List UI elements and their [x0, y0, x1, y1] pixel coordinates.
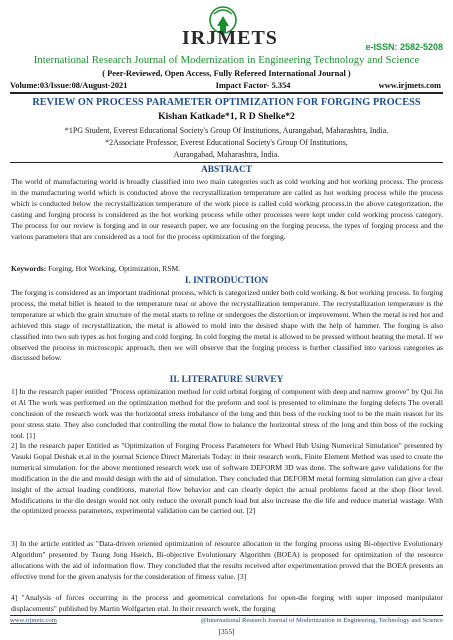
website: www.irjmets.com [378, 81, 441, 90]
header-divider [10, 92, 443, 94]
issn: e-ISSN: 2582-5208 [365, 42, 443, 52]
abstract-text: The world of manufacturing world is broadly classified into two main categories such as cold working and hot working process. The process in the manufacturing world which is conducted above the recrystallization temperature are called as hot working process while the process which is conducted below the recrystallization temperature of the work piece is called cold working process.in the above categorization, the casting and forging process is considered as the hot working process while other processes were kept under cold working process category. The process for our review is forging and in our research paper, we are focusing on the forging process, the types of forging process and the various parameters that are considered as a tool for the process optimization of the forging. [11, 177, 443, 241]
affiliation-2-location: Aurangabad, Maharashtra, India. [173, 150, 280, 159]
logo-text: IRJMETS [182, 27, 278, 49]
peer-review-note: ( Peer-Reviewed, Open Access, Fully Refereed International Journal ) [102, 69, 351, 78]
keywords [11, 264, 443, 273]
literature-item-4: 4] "Analysis of forces occurring in the process and geometrical correlations for open-die forging with super imposed manipulator displacements" published by Martin Wolfgarten etal. In their research work, the forging [11, 593, 443, 613]
literature-item-3: 3] In the article entitled as "Data-driven oriented optimization of resource allocation in the forging process using Bi-objective Evolutionary Algorithm" presented by Tsung Jung Hseich, Bi-objective Evolutionary Algorithm (BOEA) is proposed for optimization of the resource allocations with the aid of information flow. They concluded that the results received after experimentation proved that the BOEA presents an effective trend for the given analysis for the consideration of fitness value. [3] [11, 539, 443, 581]
authors: Kishan Katkade*1, R D Shelke*2 [158, 111, 295, 122]
footer-url-link[interactable]: www.irjmets.com [10, 617, 57, 624]
footer-copyright: @International Research Journal of Modernization in Engineering, Technology and Science [200, 617, 443, 624]
abstract-divider [10, 162, 443, 163]
paper-title: REVIEW ON PROCESS PARAMETER OPTIMIZATION FOR FORGING PROCESS [32, 97, 421, 108]
footer [10, 617, 443, 624]
literature-item-2: 2] In the research paper Entitled as "Optimization of Forging Process Parameters for Wheel Hub Using Numerical Simulation" presented by Vasuki Gopal Deshak et.al in the journal Science Direct Materials Today: in their research work, Finite Element Method was used to create the numerical simulation. for the above mentioned research work use of software DEFORM 3D was done. The software gave validations for the modification in the die and mould design with the aid of simulation. They concluded that DEFORM metal forming simulation can give a clear insight of the actual loading conditions, material flow behavior and can clearly depict the actual problems faced at the shop floor level. Modifications in the die design would not only reduce the overall punch load but also increase the die life and reduce material wastage. With the optimized process parameters, experimental validation can be carried out. [2] [11, 441, 443, 516]
footer-divider [10, 615, 443, 616]
volume-row [10, 81, 441, 90]
introduction-text: The forging is considered as an important traditional process, which is categorized under both cold working, & hot working process. In forging process, the metal billet is heated to the temperature near or above the recrystallization temperature. The recrystallization temperature is the temperature at which the grain structure of the metal starts to refine or undergoes the distortion or improvement. When the metal is red hot and achieved this stage of recrystallization, the metal is allowed to mold into the desired shape with the help of hammer. The forging is also classified into two sub types as hot forging and cold forging. In cold forging the metal is allowed to be pressed without heating the metal. If we observed the process in microscopic approach, then we will observe that the forging process is further classified into various categories as discussed below. [11, 288, 443, 363]
literature-survey-heading: II. LITERATURE SURVEY [169, 375, 284, 385]
logo-emblem-icon [178, 4, 278, 50]
literature-item-1: 1] In the research paper entitled "Process optimization method for cold orbital forging of component with deep and narrow groove" by Qui Jin et Al The work was performed on the optimization method for the preform and tool is presented to eliminate the forging defects The overall conclusion of the research work was the horizontal stress imbalance of the long and thin boss of the rocking tool to be the main reason for its poor stress state. They also concluded that controlling the metal flow to balance the horizontal stress of the long and thin boss of the rocking tool. [1] [11, 387, 443, 440]
journal-name: International Research Journal of Modernization in Engineering Technology and Science [33, 55, 420, 66]
abstract-heading: ABSTRACT [200, 165, 253, 175]
affiliation-1: *1PG Student, Everest Educational Society's Group Of Institutions, Aurangabad, Maharashtra, India. [64, 126, 389, 135]
keywords-list: Forging, Hot Working, Optimization, RSM. [46, 264, 181, 273]
journal-logo [178, 4, 278, 50]
introduction-heading: I. INTRODUCTION [184, 276, 269, 286]
impact-factor: Impact Factor- 5.354 [215, 81, 291, 90]
keywords-label: Keywords: [11, 264, 47, 273]
volume-issue: Volume:03/Issue:08/August-2021 [10, 81, 128, 90]
page-number: [355] [218, 627, 235, 636]
affiliation-2: *2Associate Professor, Everest Educational Society's Group Of Institutions, [105, 138, 348, 147]
